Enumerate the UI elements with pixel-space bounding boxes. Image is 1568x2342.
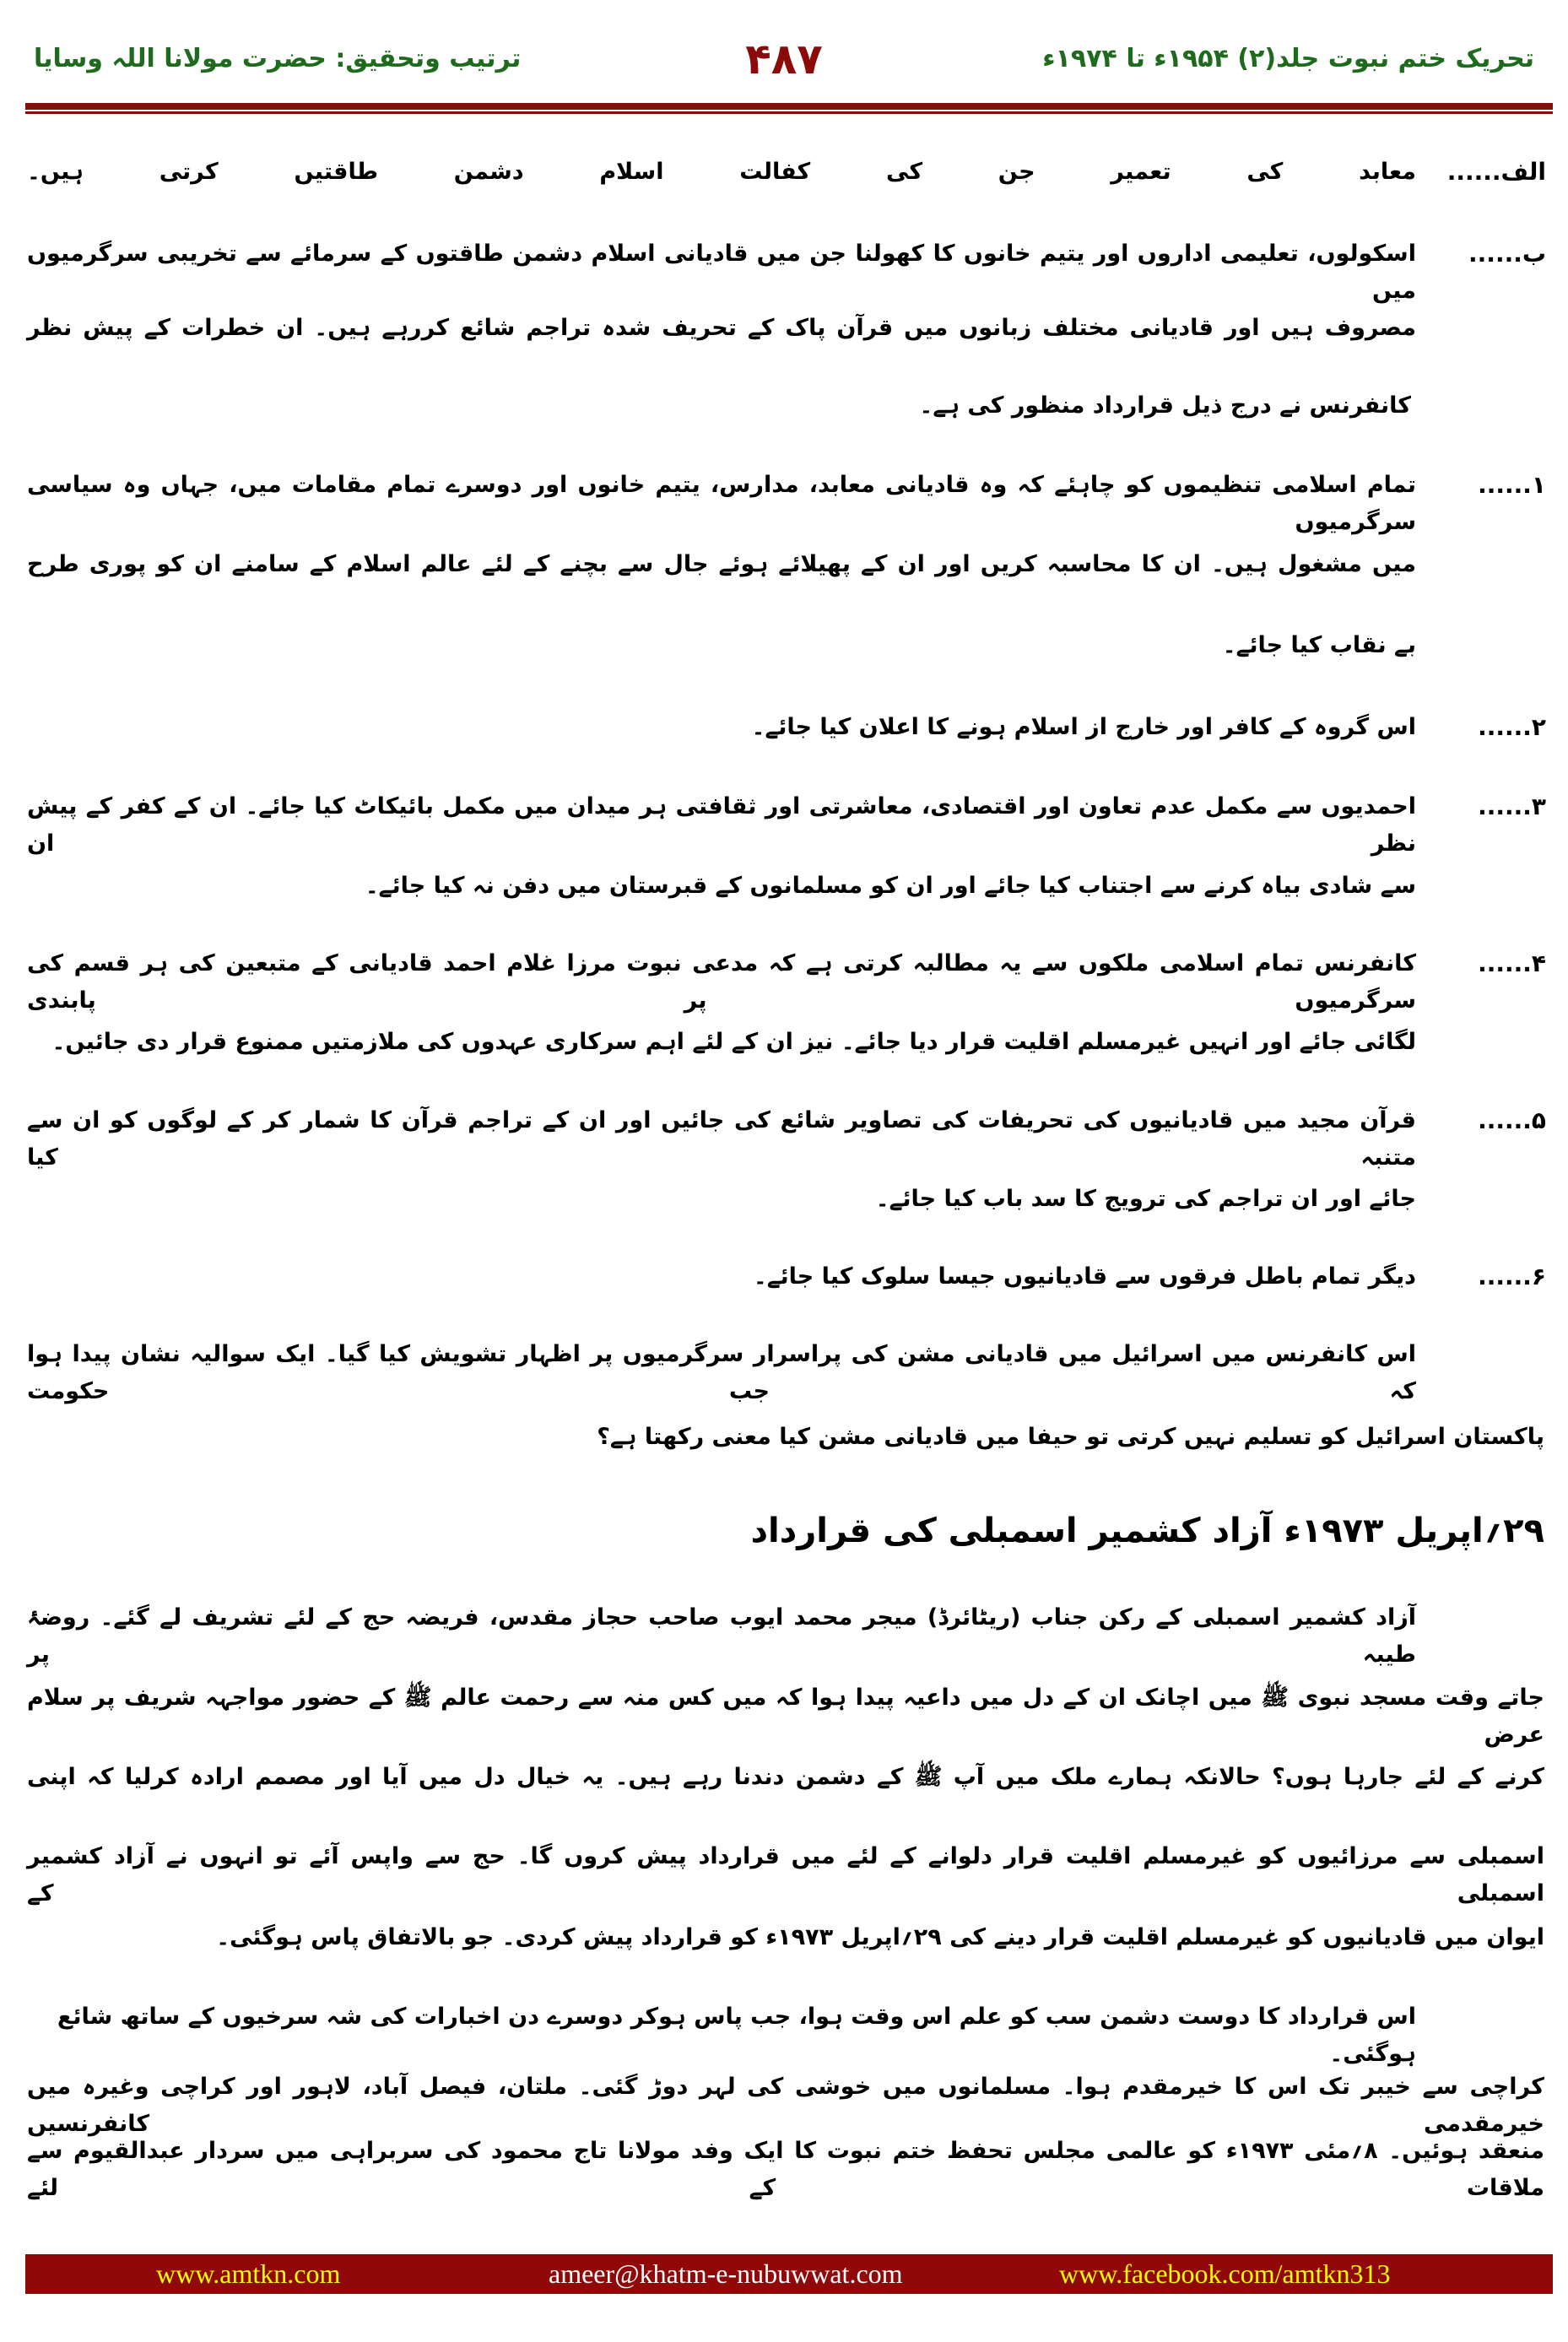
footer-facebook-link[interactable]: www.facebook.com/amtkn313: [1059, 2258, 1391, 2289]
text-line: لگائی جائے اور انہیں غیرمسلم اقلیت قرار دیا جائے۔ نیز ان کے لئے اہم سرکاری عہدوں کی ملازمتیں ممنوع قرار دی جائیں۔: [51, 1029, 1416, 1055]
text-line: کرنے کے لئے جارہا ہوں؟ حالانکہ ہمارے ملک میں آپ ﷺ کے دشمن دندنا رہے ہیں۔ یہ خیال دل میں آیا اور مصمم ارادہ کرلیا کہ اپنی: [27, 1764, 1544, 1790]
text-line: احمدیوں سے مکمل عدم تعاون اور اقتصادی، معاشرتی اور ثقافتی ہر میدان میں مکمل بائیکاٹ کیا جائے۔ ان کے کفر کے پیش نظر ان: [27, 793, 1416, 857]
text-line: سے شادی بیاہ کرنے سے اجتناب کیا جائے اور ان کو مسلمانوں کے قبرستان میں دفن نہ کیا جائے۔: [365, 873, 1416, 899]
text-line: اس کانفرنس میں اسرائیل میں قادیانی مشن کی پراسرار سرگرمیوں پر اظہار تشویش کیا گیا۔ ایک سوالیہ نشان پیدا ہوا کہ جب حکومت: [27, 1341, 1416, 1404]
text-line: کانفرنس نے درج ذیل قرارداد منظور کی ہے۔: [919, 392, 1411, 419]
text-line: مصروف ہیں اور قادیانی مختلف زبانوں میں قرآن پاک کے تحریف شدہ تراجم شائع کررہے ہیں۔ ان خطرات کے پیش نظر: [27, 315, 1416, 341]
text-line: منعقد ہوئیں۔ ۸؍مئی ۱۹۷۳ء کو عالمی مجلس تحفظ ختم نبوت کا ایک وفد مولانا تاج محمود کی سربراہی میں سردار عبدالقیوم سے ملاقات کے لئے: [27, 2138, 1544, 2201]
footer-website-link[interactable]: www.amtkn.com: [156, 2258, 341, 2289]
text-line: معابد کی تعمیر جن کی کفالت اسلام دشمن طاقتیں کرتی ہیں۔: [27, 159, 1416, 185]
page-number: ۴۸۷: [745, 35, 823, 84]
item-marker: ۵......: [1478, 1106, 1546, 1134]
text-line: تمام اسلامی تنظیموں کو چاہئے کہ وہ قادیانی معابد، مدارس، یتیم خانوں اور دوسرے تمام مقامات میں، جہاں وہ سیاسی سرگرمیوں: [27, 472, 1416, 535]
item-marker: ۶......: [1478, 1263, 1546, 1290]
section-heading: ۲۹؍اپریل ۱۹۷۳ء آزاد کشمیر اسمبلی کی قرارداد: [750, 1512, 1544, 1550]
text-line: میں مشغول ہیں۔ ان کا محاسبہ کریں اور ان کے پھیلائے ہوئے جال سے بچنے کے لئے عالم اسلام کے سامنے ان کو پوری طرح: [27, 551, 1416, 577]
text-line: جائے اور ان تراجم کی ترویج کا سد باب کیا جائے۔: [875, 1186, 1416, 1212]
text-line: کانفرنس تمام اسلامی ملکوں سے یہ مطالبہ کرتی ہے کہ مدعی نبوت مرزا غلام احمد قادیانی کے متبعین کی ہر قسم کی سرگرمیوں پر پابندی: [27, 950, 1416, 1014]
item-marker: ۴......: [1478, 949, 1546, 977]
footer-email-link[interactable]: ameer@khatm-e-nubuwwat.com: [549, 2258, 903, 2289]
footer-bar: [25, 2254, 1553, 2294]
compiler-credit: ترتیب وتحقیق: حضرت مولانا اللہ وسایا: [34, 44, 522, 73]
text-line: قرآن مجید میں قادیانیوں کی تحریفات کی تصاویر شائع کی جائیں اور ان کے تراجم قرآن کا شمار کر کے لوگوں کو ان سے متنبہ کیا: [27, 1107, 1416, 1171]
text-line: اسمبلی سے مرزائیوں کو غیرمسلم اقلیت قرار دلوانے کے لئے میں قرارداد پیش کروں گا۔ حج سے واپس آئے تو انہوں نے آزاد کشمیر اسمبلی کے: [27, 1843, 1544, 1907]
text-line: بے نقاب کیا جائے۔: [1222, 632, 1416, 658]
item-marker: ب......: [1468, 240, 1546, 268]
book-title: تحریک ختم نبوت جلد(۲) ۱۹۵۴ء تا ۱۹۷۴ء: [1042, 44, 1534, 73]
text-line: پاکستان اسرائیل کو تسلیم نہیں کرتی تو حیفا میں قادیانی مشن کیا معنی رکھتا ہے؟: [597, 1424, 1544, 1450]
text-line: اس قرارداد کا دوست دشمن سب کو علم اس وقت ہوا، جب پاس ہوکر دوسرے دن اخبارات کی شہ سرخیوں کے ساتھ شائع ہوگئی۔: [57, 2004, 1416, 2067]
text-line: ایوان میں قادیانیوں کو غیرمسلم اقلیت قرار دینے کی ۲۹؍اپریل ۱۹۷۳ء کو قرارداد پیش کردی۔ جو بالاتفاق پاس ہوگئی۔: [216, 1924, 1544, 1950]
text-line: اسکولوں، تعلیمی اداروں اور یتیم خانوں کا کھولنا جن میں قادیانی اسلام دشمن طاقتوں کے سرمائے سے تخریبی سرگرمیوں میں: [27, 241, 1416, 304]
item-marker: ۳......: [1478, 792, 1546, 820]
header-rule-thin: [25, 111, 1553, 114]
text-line: کراچی سے خیبر تک اس کا خیرمقدم ہوا۔ مسلمانوں میں خوشی کی لہر دوڑ گئی۔ ملتان، فیصل آباد، لاہور اور کراچی وغیرہ میں خیرمقدمی کانفرنسیں: [27, 2074, 1544, 2137]
text-line: جاتے وقت مسجد نبوی ﷺ میں اچانک ان کے دل میں داعیہ پیدا ہوا کہ میں کس منہ سے رحمت عالم ﷺ کے حضور مواجہہ شریف پر سلام عرض: [27, 1685, 1544, 1748]
text-line: دیگر تمام باطل فرقوں سے قادیانیوں جیسا سلوک کیا جائے۔: [753, 1263, 1416, 1290]
text-line: اس گروہ کے کافر اور خارج از اسلام ہونے کا اعلان کیا جائے۔: [751, 714, 1416, 740]
item-marker: ۲......: [1478, 713, 1546, 741]
item-marker: ۱......: [1478, 471, 1546, 499]
text-line: آزاد کشمیر اسمبلی کے رکن جناب (ریٹائرڈ) میجر محمد ایوب صاحب حجاز مقدس، فریضہ حج کے لئے تشریف لے گئے۔ روضۂ طیبہ پر: [27, 1604, 1416, 1668]
header-rule-thick: [25, 103, 1553, 110]
item-marker: الف......: [1446, 158, 1546, 186]
